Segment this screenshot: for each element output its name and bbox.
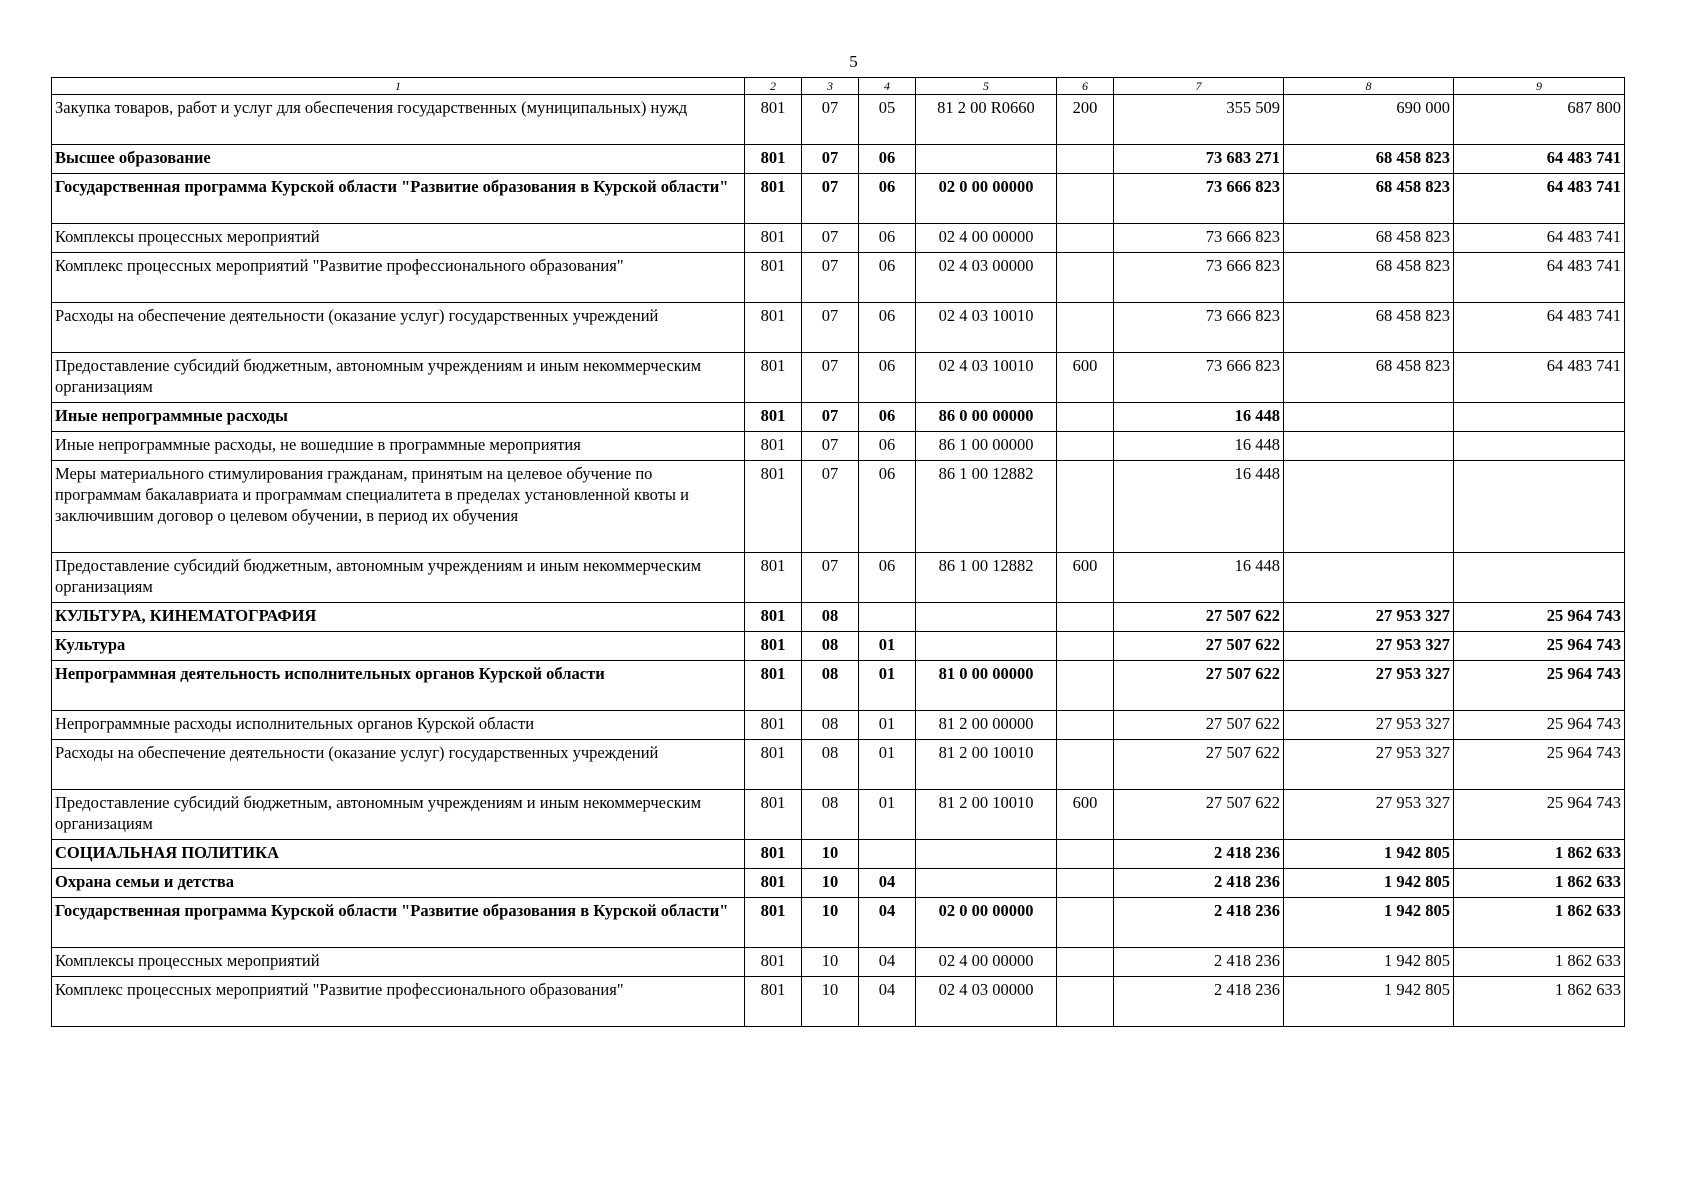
cell-subsection: 06 bbox=[859, 303, 916, 353]
cell-amount-9: 25 964 743 bbox=[1454, 661, 1625, 711]
cell-amount-9 bbox=[1454, 553, 1625, 603]
cell-amount-7: 73 666 823 bbox=[1114, 174, 1284, 224]
cell-target-article: 86 1 00 00000 bbox=[916, 432, 1057, 461]
cell-amount-9: 1 862 633 bbox=[1454, 840, 1625, 869]
cell-admin-code: 801 bbox=[745, 869, 802, 898]
cell-admin-code: 801 bbox=[745, 174, 802, 224]
cell-admin-code: 801 bbox=[745, 403, 802, 432]
cell-name: Расходы на обеспечение деятельности (оказание услуг) государственных учреждений bbox=[52, 740, 745, 790]
cell-name: Непрограммные расходы исполнительных органов Курской области bbox=[52, 711, 745, 740]
cell-amount-8: 1 942 805 bbox=[1284, 869, 1454, 898]
cell-name: Комплекс процессных мероприятий "Развитие профессионального образования" bbox=[52, 253, 745, 303]
cell-section: 10 bbox=[802, 948, 859, 977]
cell-subsection: 01 bbox=[859, 790, 916, 840]
cell-name: Культура bbox=[52, 632, 745, 661]
cell-expense-type: 600 bbox=[1057, 353, 1114, 403]
header-cell: 2 bbox=[745, 78, 802, 95]
cell-amount-8: 1 942 805 bbox=[1284, 898, 1454, 948]
cell-name: Иные непрограммные расходы bbox=[52, 403, 745, 432]
cell-amount-7: 16 448 bbox=[1114, 432, 1284, 461]
cell-amount-7: 27 507 622 bbox=[1114, 711, 1284, 740]
cell-name: Предоставление субсидий бюджетным, автономным учреждениям и иным некоммерческим организациям bbox=[52, 353, 745, 403]
cell-amount-9: 1 862 633 bbox=[1454, 898, 1625, 948]
cell-section: 07 bbox=[802, 432, 859, 461]
cell-amount-8: 1 942 805 bbox=[1284, 948, 1454, 977]
cell-admin-code: 801 bbox=[745, 461, 802, 553]
cell-amount-8: 27 953 327 bbox=[1284, 632, 1454, 661]
cell-target-article: 02 4 03 00000 bbox=[916, 253, 1057, 303]
cell-amount-8: 68 458 823 bbox=[1284, 145, 1454, 174]
cell-admin-code: 801 bbox=[745, 603, 802, 632]
cell-amount-7: 16 448 bbox=[1114, 403, 1284, 432]
cell-target-article bbox=[916, 632, 1057, 661]
cell-expense-type: 200 bbox=[1057, 95, 1114, 145]
cell-target-article: 86 0 00 00000 bbox=[916, 403, 1057, 432]
page-number: 5 bbox=[849, 52, 858, 71]
cell-name: Охрана семьи и детства bbox=[52, 869, 745, 898]
cell-admin-code: 801 bbox=[745, 632, 802, 661]
cell-section: 08 bbox=[802, 711, 859, 740]
cell-expense-type bbox=[1057, 740, 1114, 790]
cell-subsection: 04 bbox=[859, 948, 916, 977]
cell-subsection: 04 bbox=[859, 869, 916, 898]
cell-amount-8: 27 953 327 bbox=[1284, 790, 1454, 840]
cell-section: 10 bbox=[802, 869, 859, 898]
cell-subsection: 01 bbox=[859, 661, 916, 711]
cell-admin-code: 801 bbox=[745, 661, 802, 711]
cell-amount-9: 64 483 741 bbox=[1454, 174, 1625, 224]
header-cell: 5 bbox=[916, 78, 1057, 95]
cell-subsection bbox=[859, 603, 916, 632]
header-row bbox=[52, 78, 1625, 95]
cell-section: 07 bbox=[802, 353, 859, 403]
table-row bbox=[52, 711, 1625, 740]
cell-admin-code: 801 bbox=[745, 224, 802, 253]
cell-amount-7: 2 418 236 bbox=[1114, 977, 1284, 1027]
cell-amount-8: 68 458 823 bbox=[1284, 253, 1454, 303]
cell-section: 07 bbox=[802, 174, 859, 224]
cell-target-article: 81 2 00 R0660 bbox=[916, 95, 1057, 145]
cell-section: 10 bbox=[802, 977, 859, 1027]
cell-expense-type bbox=[1057, 303, 1114, 353]
cell-target-article: 81 2 00 10010 bbox=[916, 740, 1057, 790]
cell-amount-9 bbox=[1454, 403, 1625, 432]
cell-section: 08 bbox=[802, 740, 859, 790]
cell-amount-9 bbox=[1454, 461, 1625, 553]
cell-target-article: 02 4 03 10010 bbox=[916, 303, 1057, 353]
budget-table bbox=[51, 77, 1625, 1027]
table-body bbox=[52, 95, 1625, 1027]
cell-section: 07 bbox=[802, 95, 859, 145]
cell-expense-type bbox=[1057, 432, 1114, 461]
cell-amount-7: 27 507 622 bbox=[1114, 790, 1284, 840]
cell-expense-type bbox=[1057, 977, 1114, 1027]
cell-expense-type: 600 bbox=[1057, 553, 1114, 603]
table-row bbox=[52, 740, 1625, 790]
table-row bbox=[52, 869, 1625, 898]
cell-target-article: 81 2 00 00000 bbox=[916, 711, 1057, 740]
cell-name: Закупка товаров, работ и услуг для обеспечения государственных (муниципальных) нужд bbox=[52, 95, 745, 145]
header-cell: 9 bbox=[1454, 78, 1625, 95]
cell-admin-code: 801 bbox=[745, 432, 802, 461]
cell-amount-9: 25 964 743 bbox=[1454, 711, 1625, 740]
cell-amount-7: 2 418 236 bbox=[1114, 869, 1284, 898]
table-row bbox=[52, 840, 1625, 869]
cell-subsection: 01 bbox=[859, 632, 916, 661]
cell-expense-type bbox=[1057, 224, 1114, 253]
cell-name: Меры материального стимулирования гражданам, принятым на целевое обучение по программам бакалавриата и программам специалитета в пределах установленной квоты и заключившим договор о целевом обучении, в период их обучения bbox=[52, 461, 745, 553]
cell-section: 07 bbox=[802, 403, 859, 432]
cell-section: 07 bbox=[802, 303, 859, 353]
cell-admin-code: 801 bbox=[745, 353, 802, 403]
table-row bbox=[52, 95, 1625, 145]
cell-expense-type bbox=[1057, 253, 1114, 303]
cell-amount-9: 25 964 743 bbox=[1454, 603, 1625, 632]
cell-amount-9 bbox=[1454, 432, 1625, 461]
cell-subsection: 04 bbox=[859, 898, 916, 948]
cell-admin-code: 801 bbox=[745, 253, 802, 303]
cell-expense-type bbox=[1057, 898, 1114, 948]
cell-expense-type bbox=[1057, 403, 1114, 432]
cell-amount-7: 27 507 622 bbox=[1114, 740, 1284, 790]
cell-amount-7: 2 418 236 bbox=[1114, 948, 1284, 977]
cell-section: 08 bbox=[802, 632, 859, 661]
cell-admin-code: 801 bbox=[745, 553, 802, 603]
cell-amount-9: 1 862 633 bbox=[1454, 948, 1625, 977]
header-cell: 1 bbox=[52, 78, 745, 95]
cell-amount-7: 16 448 bbox=[1114, 553, 1284, 603]
table-row bbox=[52, 253, 1625, 303]
cell-target-article: 02 4 00 00000 bbox=[916, 948, 1057, 977]
cell-admin-code: 801 bbox=[745, 740, 802, 790]
cell-subsection: 06 bbox=[859, 224, 916, 253]
table-row bbox=[52, 977, 1625, 1027]
cell-amount-8: 1 942 805 bbox=[1284, 977, 1454, 1027]
cell-subsection: 01 bbox=[859, 740, 916, 790]
cell-target-article: 02 0 00 00000 bbox=[916, 174, 1057, 224]
cell-subsection: 06 bbox=[859, 461, 916, 553]
header-cell: 4 bbox=[859, 78, 916, 95]
cell-target-article bbox=[916, 603, 1057, 632]
cell-name: Предоставление субсидий бюджетным, автономным учреждениям и иным некоммерческим организациям bbox=[52, 790, 745, 840]
cell-amount-8: 68 458 823 bbox=[1284, 303, 1454, 353]
table-row bbox=[52, 898, 1625, 948]
cell-admin-code: 801 bbox=[745, 840, 802, 869]
cell-admin-code: 801 bbox=[745, 898, 802, 948]
cell-target-article: 02 4 00 00000 bbox=[916, 224, 1057, 253]
table-row bbox=[52, 224, 1625, 253]
cell-expense-type bbox=[1057, 840, 1114, 869]
cell-amount-7: 2 418 236 bbox=[1114, 898, 1284, 948]
cell-section: 08 bbox=[802, 790, 859, 840]
cell-name: КУЛЬТУРА, КИНЕМАТОГРАФИЯ bbox=[52, 603, 745, 632]
cell-subsection: 06 bbox=[859, 353, 916, 403]
cell-amount-9: 1 862 633 bbox=[1454, 977, 1625, 1027]
cell-subsection: 05 bbox=[859, 95, 916, 145]
table-row bbox=[52, 553, 1625, 603]
cell-name: Комплекс процессных мероприятий "Развитие профессионального образования" bbox=[52, 977, 745, 1027]
cell-subsection: 06 bbox=[859, 432, 916, 461]
cell-amount-7: 73 666 823 bbox=[1114, 253, 1284, 303]
cell-subsection: 06 bbox=[859, 253, 916, 303]
table-row bbox=[52, 603, 1625, 632]
header-cell: 8 bbox=[1284, 78, 1454, 95]
cell-expense-type bbox=[1057, 661, 1114, 711]
cell-expense-type bbox=[1057, 869, 1114, 898]
cell-amount-9: 64 483 741 bbox=[1454, 145, 1625, 174]
table-row bbox=[52, 174, 1625, 224]
cell-section: 10 bbox=[802, 898, 859, 948]
cell-name: Иные непрограммные расходы, не вошедшие в программные мероприятия bbox=[52, 432, 745, 461]
table-row bbox=[52, 661, 1625, 711]
cell-expense-type bbox=[1057, 632, 1114, 661]
cell-amount-9: 64 483 741 bbox=[1454, 353, 1625, 403]
table-row bbox=[52, 432, 1625, 461]
cell-section: 08 bbox=[802, 603, 859, 632]
cell-admin-code: 801 bbox=[745, 790, 802, 840]
table-row bbox=[52, 145, 1625, 174]
cell-expense-type bbox=[1057, 145, 1114, 174]
cell-amount-7: 73 666 823 bbox=[1114, 224, 1284, 253]
cell-amount-7: 73 666 823 bbox=[1114, 353, 1284, 403]
cell-target-article bbox=[916, 869, 1057, 898]
cell-amount-9: 25 964 743 bbox=[1454, 790, 1625, 840]
table-row bbox=[52, 303, 1625, 353]
table-row bbox=[52, 632, 1625, 661]
cell-amount-7: 27 507 622 bbox=[1114, 661, 1284, 711]
cell-amount-9: 25 964 743 bbox=[1454, 632, 1625, 661]
cell-expense-type bbox=[1057, 603, 1114, 632]
header-cell: 7 bbox=[1114, 78, 1284, 95]
cell-target-article: 02 4 03 00000 bbox=[916, 977, 1057, 1027]
cell-subsection: 06 bbox=[859, 553, 916, 603]
cell-amount-8 bbox=[1284, 403, 1454, 432]
cell-amount-7: 73 666 823 bbox=[1114, 303, 1284, 353]
cell-section: 07 bbox=[802, 253, 859, 303]
cell-name: Комплексы процессных мероприятий bbox=[52, 948, 745, 977]
cell-amount-8: 68 458 823 bbox=[1284, 174, 1454, 224]
cell-target-article bbox=[916, 145, 1057, 174]
cell-amount-8: 27 953 327 bbox=[1284, 711, 1454, 740]
cell-target-article: 02 0 00 00000 bbox=[916, 898, 1057, 948]
cell-target-article: 86 1 00 12882 bbox=[916, 461, 1057, 553]
table-row bbox=[52, 403, 1625, 432]
cell-admin-code: 801 bbox=[745, 145, 802, 174]
cell-section: 07 bbox=[802, 224, 859, 253]
cell-amount-9: 64 483 741 bbox=[1454, 303, 1625, 353]
cell-amount-7: 355 509 bbox=[1114, 95, 1284, 145]
header-cell: 3 bbox=[802, 78, 859, 95]
cell-admin-code: 801 bbox=[745, 95, 802, 145]
cell-subsection bbox=[859, 840, 916, 869]
cell-name: Предоставление субсидий бюджетным, автономным учреждениям и иным некоммерческим организациям bbox=[52, 553, 745, 603]
cell-name: Высшее образование bbox=[52, 145, 745, 174]
cell-section: 10 bbox=[802, 840, 859, 869]
cell-section: 07 bbox=[802, 553, 859, 603]
cell-subsection: 06 bbox=[859, 403, 916, 432]
cell-amount-8: 27 953 327 bbox=[1284, 603, 1454, 632]
cell-name: Государственная программа Курской области "Развитие образования в Курской области" bbox=[52, 174, 745, 224]
cell-subsection: 06 bbox=[859, 145, 916, 174]
cell-target-article: 81 0 00 00000 bbox=[916, 661, 1057, 711]
cell-amount-9: 64 483 741 bbox=[1454, 253, 1625, 303]
cell-name: Расходы на обеспечение деятельности (оказание услуг) государственных учреждений bbox=[52, 303, 745, 353]
cell-expense-type: 600 bbox=[1057, 790, 1114, 840]
cell-subsection: 01 bbox=[859, 711, 916, 740]
cell-amount-8: 68 458 823 bbox=[1284, 224, 1454, 253]
cell-admin-code: 801 bbox=[745, 303, 802, 353]
cell-amount-7: 27 507 622 bbox=[1114, 603, 1284, 632]
table-row bbox=[52, 353, 1625, 403]
header-cell: 6 bbox=[1057, 78, 1114, 95]
table-row bbox=[52, 790, 1625, 840]
cell-amount-7: 16 448 bbox=[1114, 461, 1284, 553]
cell-amount-7: 27 507 622 bbox=[1114, 632, 1284, 661]
cell-expense-type bbox=[1057, 174, 1114, 224]
cell-admin-code: 801 bbox=[745, 711, 802, 740]
cell-expense-type bbox=[1057, 461, 1114, 553]
cell-amount-8: 27 953 327 bbox=[1284, 740, 1454, 790]
table-row bbox=[52, 948, 1625, 977]
cell-subsection: 06 bbox=[859, 174, 916, 224]
cell-section: 07 bbox=[802, 145, 859, 174]
cell-amount-9: 1 862 633 bbox=[1454, 869, 1625, 898]
cell-amount-8 bbox=[1284, 553, 1454, 603]
cell-amount-9: 64 483 741 bbox=[1454, 224, 1625, 253]
cell-subsection: 04 bbox=[859, 977, 916, 1027]
cell-admin-code: 801 bbox=[745, 948, 802, 977]
cell-target-article: 81 2 00 10010 bbox=[916, 790, 1057, 840]
cell-amount-8: 1 942 805 bbox=[1284, 840, 1454, 869]
cell-target-article: 86 1 00 12882 bbox=[916, 553, 1057, 603]
table-row bbox=[52, 461, 1625, 553]
cell-target-article bbox=[916, 840, 1057, 869]
cell-section: 07 bbox=[802, 461, 859, 553]
cell-amount-8 bbox=[1284, 432, 1454, 461]
cell-amount-8: 27 953 327 bbox=[1284, 661, 1454, 711]
cell-amount-7: 73 683 271 bbox=[1114, 145, 1284, 174]
cell-admin-code: 801 bbox=[745, 977, 802, 1027]
cell-amount-7: 2 418 236 bbox=[1114, 840, 1284, 869]
cell-amount-8: 68 458 823 bbox=[1284, 353, 1454, 403]
cell-amount-8 bbox=[1284, 461, 1454, 553]
cell-expense-type bbox=[1057, 711, 1114, 740]
cell-name: СОЦИАЛЬНАЯ ПОЛИТИКА bbox=[52, 840, 745, 869]
cell-target-article: 02 4 03 10010 bbox=[916, 353, 1057, 403]
cell-name: Комплексы процессных мероприятий bbox=[52, 224, 745, 253]
cell-amount-9: 25 964 743 bbox=[1454, 740, 1625, 790]
cell-expense-type bbox=[1057, 948, 1114, 977]
cell-name: Государственная программа Курской области "Развитие образования в Курской области" bbox=[52, 898, 745, 948]
cell-section: 08 bbox=[802, 661, 859, 711]
cell-amount-9: 687 800 bbox=[1454, 95, 1625, 145]
cell-amount-8: 690 000 bbox=[1284, 95, 1454, 145]
cell-name: Непрограммная деятельность исполнительных органов Курской области bbox=[52, 661, 745, 711]
